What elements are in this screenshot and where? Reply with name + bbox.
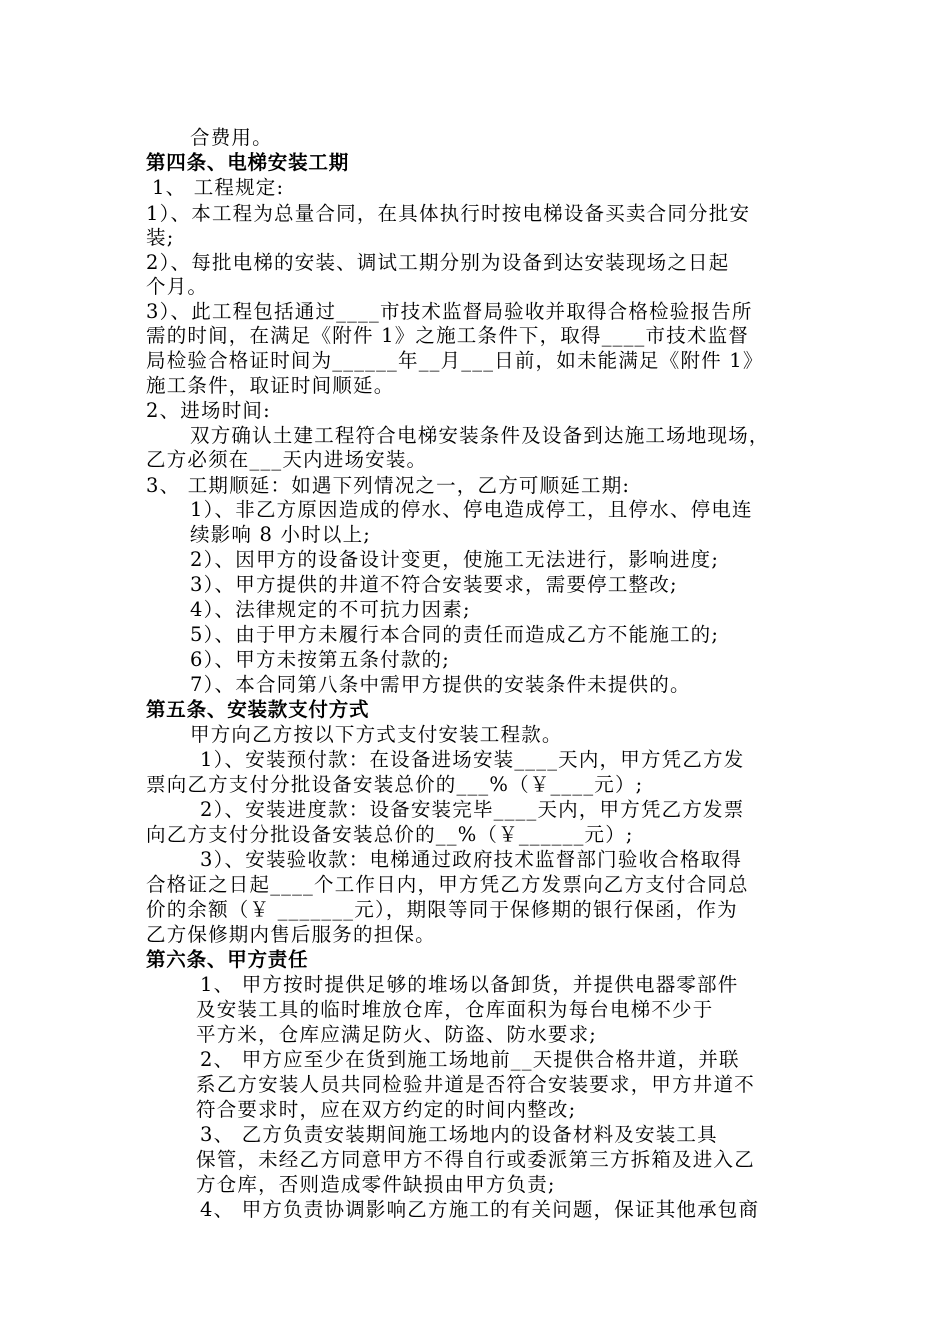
text-line: 4、 甲方负责协调影响乙方施工的有关问题，保证其他承包商 [200, 1198, 760, 1221]
text-line: 3）、甲方提供的井道不符合安装要求，需要停工整改; [190, 573, 678, 596]
text-line: 合格证之日起____个工作日内，甲方凭乙方发票向乙方支付合同总 [146, 873, 749, 896]
text-line: 合费用。 [190, 126, 273, 149]
text-line: 个月。 [146, 275, 209, 298]
text-line: 1、 工程规定: [152, 176, 285, 199]
text-line: 价的余额（￥ _______元），期限等同于保修期的银行保函，作为 [146, 898, 738, 921]
text-line: 1）、非乙方原因造成的停水、停电造成停工，且停水、停电连 [190, 498, 753, 521]
text-line: 3、 乙方负责安装期间施工场地内的设备材料及安装工具 [200, 1123, 718, 1146]
text-line: 2）、因甲方的设备设计变更，使施工无法进行，影响进度; [190, 548, 720, 571]
text-line: 施工条件，取证时间顺延。 [146, 374, 395, 397]
text-line: 装; [146, 226, 175, 249]
text-line: 3）、安装验收款：电梯通过政府技术监督部门验收合格取得 [200, 848, 743, 871]
section-heading: 第四条、电梯安装工期 [146, 151, 350, 174]
text-line: 续影响 8 小时以上; [190, 523, 372, 546]
section-heading: 第五条、安装款支付方式 [146, 698, 370, 721]
text-line: 7）、本合同第八条中需甲方提供的安装条件未提供的。 [190, 673, 691, 696]
text-line: 双方确认土建工程符合电梯安装条件及设备到达施工场地现场， [190, 424, 770, 447]
text-line: 6）、甲方未按第五条付款的; [190, 648, 451, 671]
text-line: 方仓库，否则造成零件缺损由甲方负责; [196, 1173, 556, 1196]
text-line: 保管，未经乙方同意甲方不得自行或委派第三方拆箱及进入乙 [196, 1148, 755, 1171]
text-line: 及安装工具的临时堆放仓库，仓库面积为每台电梯不少于 [196, 998, 714, 1021]
section-heading: 第六条、甲方责任 [146, 948, 309, 971]
text-line: 系乙方安装人员共同检验井道是否符合安装要求，甲方井道不 [196, 1073, 755, 1096]
text-line: 需的时间，在满足《附件 1》之施工条件下，取得____市技术监督 [146, 324, 750, 347]
text-line: 局检验合格证时间为______年__月___日前，如未能满足《附件 1》 [146, 349, 764, 372]
text-line: 4）、法律规定的不可抗力因素; [190, 598, 471, 621]
text-line: 票向乙方支付分批设备安装总价的___%（￥____元）; [146, 773, 644, 796]
text-line: 5）、由于甲方未履行本合同的责任而造成乙方不能施工的; [190, 623, 720, 646]
text-line: 2、 甲方应至少在货到施工场地前__天提供合格井道，并联 [200, 1048, 740, 1071]
text-line: 向乙方支付分批设备安装总价的__%（￥______元）; [146, 823, 634, 846]
text-line: 3、 工期顺延：如遇下列情况之一，乙方可顺延工期: [146, 474, 631, 497]
text-line: 1、 甲方按时提供足够的堆场以备卸货，并提供电器零部件 [200, 973, 739, 996]
text-line: 3）、此工程包括通过____市技术监督局验收并取得合格检验报告所 [146, 300, 753, 323]
text-line: 2）、每批电梯的安装、调试工期分别为设备到达安装现场之日起 [146, 251, 730, 274]
text-line: 乙方保修期内售后服务的担保。 [146, 923, 436, 946]
text-line: 2、进场时间: [146, 399, 271, 422]
text-line: 1）、安装预付款：在设备进场安装____天内，甲方凭乙方发 [200, 748, 745, 771]
text-line: 2）、安装进度款：设备安装完毕____天内，甲方凭乙方发票 [200, 798, 745, 821]
text-line: 乙方必须在___天内进场安装。 [146, 448, 428, 471]
text-line: 符合要求时，应在双方约定的时间内整改; [196, 1098, 577, 1121]
text-line: 甲方向乙方按以下方式支付安装工程款。 [190, 723, 563, 746]
text-line: 平方米，仓库应满足防火、防盗、防水要求; [196, 1023, 598, 1046]
text-line: 1）、本工程为总量合同，在具体执行时按电梯设备买卖合同分批安 [146, 202, 751, 225]
